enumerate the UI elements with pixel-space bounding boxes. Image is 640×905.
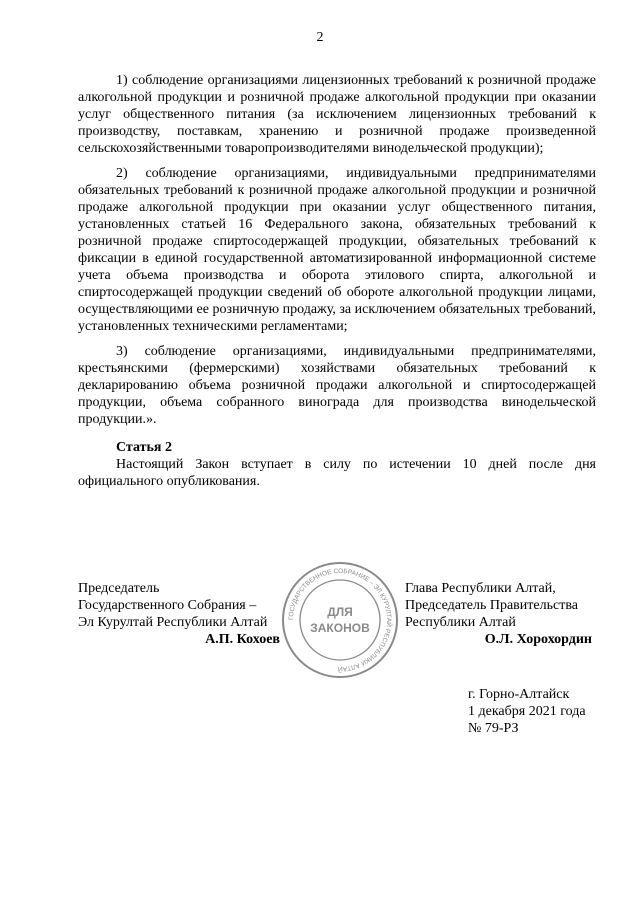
paragraph-item-2: 2) соблюдение организациями, индивидуальными предпринимателями обязательных требований к розничной продаже алкогольной продукции и розничной продаже алкогольной продукции при оказании услуг общественного питания, установленных статьей 16 Федерального закона, обязательных требований к розничной продаже спиртосодержащей продукции, обязательных требований к фиксации в единой государственной автоматизированной информационной системе учета объема производства и оборота этилового спирта, алкогольной и спиртосодержащей продукции сведений об обороте алкогольной продукции лицами, осуществляющими ее розничную продажу, за исключением обязательных требований, установленных техническими регламентами; [78,166,596,334]
signature-right-line2: Председатель Правительства [405,598,578,613]
paragraph-item-1: 1) соблюдение организациями лицензионных требований к розничной продаже алкогольной продукции и розничной продаже алкогольной продукции при оказании услуг общественного питания (за исключением лицензионных требований к производству, поставкам, хранению и розничной продаже произведенной сельскохозяйственными товаропроизводителями винодельческой продукции); [78,73,596,156]
signature-left-line3: Эл Курултай Республики Алтай [78,615,268,630]
signature-left-name: А.П. Кохоев [205,632,280,647]
signature-left-line2: Государственного Собрания – [78,598,257,613]
signature-block-right [405,580,600,648]
article-title: Статья 2 [116,440,172,455]
stamp-text-line2: ЗАКОНОВ [310,621,370,635]
date-label: 1 декабря 2021 года [468,704,586,719]
signature-block-left [78,580,298,648]
signature-right-name: О.Л. Хорохордин [484,632,592,647]
document-body [78,72,596,498]
signature-right-line1: Глава Республики Алтай, [405,581,556,596]
stamp-text-line1: ДЛЯ [327,605,353,619]
stamp-ring-text: ГОСУДАРСТВЕННОЕ СОБРАНИЕ – ЭЛ КУРУЛТАЙ РЕСПУБЛИКИ АЛТАЙ [287,567,393,673]
signature-right-line3: Республики Алтай [405,615,516,630]
law-number: № 79-РЗ [468,721,519,736]
article-text: Настоящий Закон вступает в силу по истечении 10 дней после дня официального опубликования. [78,457,596,489]
paragraph-item-3: 3) соблюдение организациями, индивидуальными предпринимателями, крестьянскими (фермерскими) хозяйствами обязательных требований к декларированию объема розничной продажи алкогольной и спиртосодержащей продукции, объема собранного винограда для производства винодельческой продукции.». [78,344,596,427]
stamp-inner-ring [300,580,380,660]
place-date-block [468,686,628,737]
city-label: г. Горно-Алтайск [468,687,570,702]
signature-left-line1: Председатель [78,581,160,596]
page-number: 2 [316,30,324,45]
stamp-seal [280,560,400,680]
